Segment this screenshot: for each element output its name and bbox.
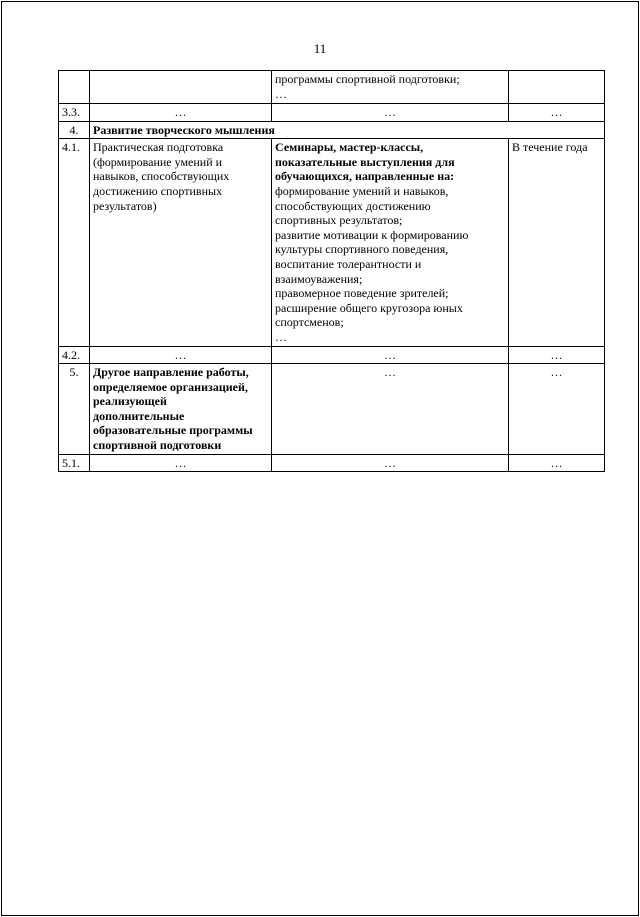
- name-line: (формирование умений и: [93, 154, 223, 169]
- desc-line: спортивных результатов;: [275, 213, 403, 228]
- cell-num: 3.3.: [59, 104, 90, 122]
- cell-term: …: [509, 364, 605, 455]
- section-title: [90, 364, 272, 455]
- desc-line: расширение общего кругозора юных: [275, 300, 463, 315]
- desc-line: программы спортивной подготовки;: [275, 72, 460, 86]
- desc-line: воспитание толерантности и: [275, 256, 422, 271]
- table-row-5-1: [59, 454, 605, 472]
- cell-name: …: [90, 454, 272, 472]
- page-number: 11: [313, 41, 327, 56]
- desc-line: способствующих достижению: [275, 198, 431, 213]
- section-title-line: спортивной подготовки: [93, 438, 222, 453]
- cell-desc: …: [272, 346, 509, 364]
- section-title-line: определяемое организацией,: [93, 379, 248, 394]
- cell-term: …: [509, 454, 605, 472]
- desc-bold-line: показательные выступления для: [275, 154, 455, 169]
- cell-name: …: [90, 346, 272, 364]
- name-line: результатов): [93, 198, 157, 213]
- cell-name: …: [90, 104, 272, 122]
- cell-term: [509, 71, 605, 104]
- cell-num: 5.1.: [59, 454, 90, 472]
- name-line: достижению спортивных: [93, 183, 223, 198]
- section-title-line: образовательные программы: [93, 423, 253, 438]
- desc-line: культуры спортивного поведения,: [275, 242, 449, 257]
- section-title: Развитие творческого мышления: [90, 121, 605, 139]
- cell-desc: …: [272, 104, 509, 122]
- table-row-section-5: [59, 364, 605, 455]
- cell-num: [59, 71, 90, 104]
- desc-bold-line: Семинары, мастер-классы,: [275, 140, 424, 155]
- cell-term: В течение года: [509, 139, 605, 346]
- desc-line: …: [275, 329, 287, 344]
- cell-num: 5.: [59, 364, 90, 455]
- table-row-4-2: [59, 346, 605, 364]
- cell-term: …: [509, 104, 605, 122]
- table-row-4-1: [59, 139, 605, 346]
- cell-num: 4.1.: [59, 139, 90, 346]
- cell-desc: …: [272, 364, 509, 455]
- cell-num: 4.: [59, 121, 90, 139]
- cell-desc: [272, 71, 509, 104]
- section-title-line: реализующей: [93, 394, 167, 409]
- cell-term: …: [509, 346, 605, 364]
- table-row-section-4: [59, 121, 605, 139]
- table-row-continuation: [59, 71, 605, 104]
- desc-bold-line: обучающихся, направленные на:: [275, 169, 455, 184]
- desc-line: …: [275, 86, 287, 101]
- cell-desc: …: [272, 454, 509, 472]
- name-line: Практическая подготовка: [93, 140, 224, 155]
- cell-name: [90, 139, 272, 346]
- events-table: [58, 70, 605, 472]
- desc-line: развитие мотивации к формированию: [275, 227, 469, 242]
- cell-desc: [272, 139, 509, 346]
- table-row-3-3: [59, 104, 605, 122]
- desc-line: правомерное поведение зрителей;: [275, 286, 449, 301]
- desc-line: формирование умений и навыков,: [275, 183, 449, 198]
- desc-line: спортсменов;: [275, 315, 344, 330]
- section-title-line: дополнительные: [93, 408, 185, 423]
- cell-num: 4.2.: [59, 346, 90, 364]
- cell-name: [90, 71, 272, 104]
- section-title-line: Другое направление работы,: [93, 365, 249, 380]
- name-line: навыков, способствующих: [93, 169, 230, 184]
- desc-line: взаимоуважения;: [275, 271, 363, 286]
